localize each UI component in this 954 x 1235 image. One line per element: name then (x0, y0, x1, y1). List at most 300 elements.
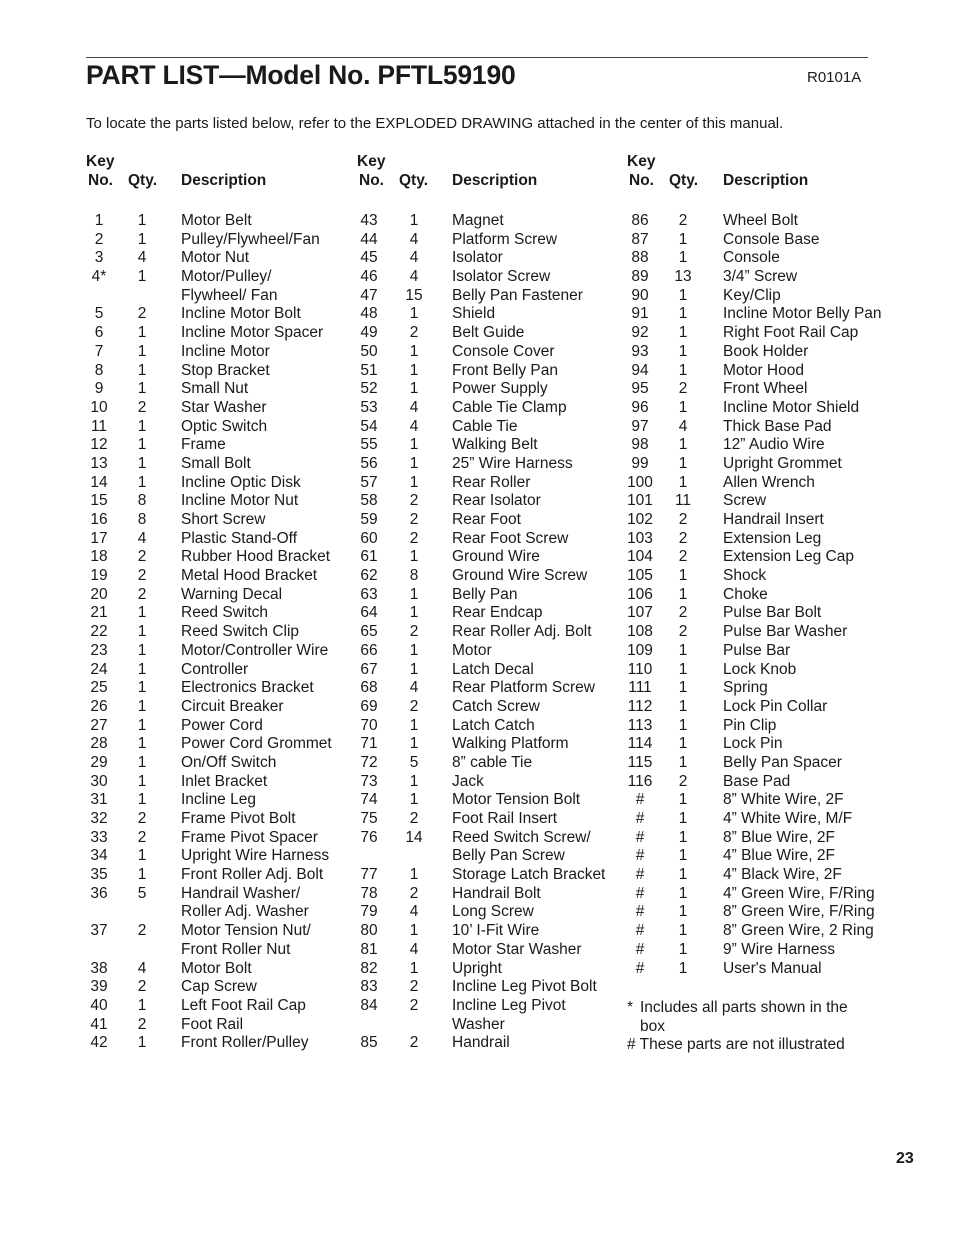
header-qty-label: Qty. (128, 172, 157, 189)
part-quantity: 2 (678, 548, 688, 566)
part-key-number: 100 (627, 473, 653, 491)
header-description-label: Description (452, 172, 538, 189)
footnote-star-text: Includes all parts shown in the box (640, 999, 848, 1035)
part-quantity: 1 (137, 417, 147, 435)
part-description: 12” Audio Wire (723, 436, 825, 454)
part-description: Upright Grommet (723, 454, 842, 472)
part-quantity: 1 (409, 548, 419, 566)
part-quantity: 4 (409, 679, 419, 697)
header-description-label: Description (723, 172, 809, 189)
part-quantity: 1 (678, 679, 688, 697)
part-key-number: 17 (90, 529, 108, 547)
part-description: Book Holder (723, 342, 809, 360)
part-description: Allen Wrench (723, 473, 815, 491)
part-description: Foot Rail Insert (452, 810, 558, 827)
part-description: 10’ I-Fit Wire (452, 922, 540, 940)
part-description: Catch Screw (452, 697, 540, 715)
part-description: Long Screw (452, 903, 534, 921)
part-description: Pin Clip (723, 716, 777, 734)
part-key-number: 41 (90, 1015, 108, 1033)
part-key-number: 112 (627, 697, 653, 715)
part-key-number: 68 (360, 679, 378, 697)
part-description: Walking Belt (452, 436, 538, 454)
part-description: Magnet (452, 212, 504, 229)
part-key-number: 1 (94, 212, 104, 229)
part-quantity: 2 (409, 529, 419, 547)
part-quantity: 1 (678, 940, 688, 958)
header-key-label: Key (86, 153, 115, 170)
part-key-number: 30 (90, 772, 108, 790)
part-key-number: 82 (360, 959, 378, 977)
part-description: Rear Endcap (452, 604, 543, 622)
part-key-number: 22 (90, 623, 108, 641)
part-description: Left Foot Rail Cap (181, 996, 306, 1014)
part-quantity: 1 (137, 324, 147, 342)
part-quantity: 4 (409, 230, 419, 248)
part-key-number: 85 (360, 1034, 378, 1052)
part-key-number: 93 (631, 342, 649, 360)
part-description: Incline Leg Pivot Bolt (452, 978, 597, 996)
part-description: Wheel Bolt (723, 212, 798, 229)
part-quantity: 1 (678, 398, 688, 416)
footnote-star-symbol: * (627, 999, 634, 1016)
part-quantity: 1 (678, 716, 688, 734)
part-description: Warning Decal (181, 585, 283, 603)
part-key-number: 101 (627, 492, 653, 510)
part-description: Shield (452, 305, 496, 323)
part-description: 4” Green Wire, F/Ring (723, 884, 875, 902)
part-description: Motor Hood (723, 361, 804, 379)
part-description: Jack (452, 772, 484, 790)
part-quantity: 2 (409, 511, 419, 528)
part-key-number: 36 (90, 884, 108, 902)
part-description: Reed Switch (181, 604, 269, 622)
part-description: Upright (452, 959, 502, 977)
part-description: Key/Clip (723, 286, 781, 304)
part-quantity: 2 (409, 492, 419, 510)
part-key-number: 109 (627, 641, 653, 659)
part-quantity: 1 (137, 679, 147, 697)
part-description: Belly Pan Spacer (723, 753, 842, 771)
part-description: Front Roller Nut (181, 940, 291, 958)
part-quantity: 4 (137, 249, 147, 267)
part-key-number: 24 (90, 660, 108, 678)
part-quantity: 1 (678, 959, 688, 977)
part-quantity: 1 (678, 567, 688, 585)
part-key-number: # (635, 791, 645, 809)
footnotes (627, 999, 875, 1055)
part-key-number: 29 (90, 753, 108, 771)
part-quantity: 1 (678, 286, 688, 304)
part-description: Rear Roller Adj. Bolt (452, 623, 592, 641)
part-description: Extension Leg (723, 529, 822, 547)
part-key-number: 33 (90, 828, 108, 846)
part-key-number: 84 (360, 996, 378, 1014)
part-description: Electronics Bracket (181, 679, 314, 697)
part-key-number: 92 (631, 324, 649, 342)
part-description: Base Pad (723, 772, 791, 790)
part-quantity: 4 (409, 417, 419, 435)
part-description: Stop Bracket (181, 361, 270, 379)
part-key-number: 67 (360, 660, 378, 678)
part-quantity: 1 (678, 922, 688, 940)
part-description: Latch Catch (452, 716, 535, 734)
part-key-number: 104 (627, 548, 653, 566)
part-key-number: 96 (631, 398, 649, 416)
part-quantity: 1 (137, 753, 147, 771)
part-description: Rear Platform Screw (452, 679, 595, 697)
part-description: Optic Switch (181, 417, 268, 435)
part-description: Frame Pivot Spacer (181, 828, 318, 846)
part-key-number: 3 (94, 249, 104, 267)
part-quantity: 1 (678, 847, 688, 865)
part-description: Motor/Pulley/ (181, 268, 272, 286)
part-key-number: 89 (631, 268, 649, 286)
part-key-number: 114 (627, 735, 653, 753)
part-description: Reed Switch Clip (181, 623, 300, 641)
part-key-number: 7 (94, 342, 104, 360)
part-description: Front Roller Adj. Bolt (181, 866, 324, 884)
part-key-number: 88 (631, 249, 649, 267)
part-key-number: 61 (360, 548, 378, 566)
part-description: Shock (723, 567, 767, 585)
part-description: Console (723, 249, 780, 267)
part-key-number: 12 (90, 436, 108, 454)
part-quantity: 1 (678, 735, 688, 753)
part-key-number: 10 (90, 398, 108, 416)
part-key-number: 4* (91, 268, 107, 286)
part-description: Console Base (723, 230, 820, 248)
part-quantity: 1 (409, 361, 419, 379)
part-key-number: 56 (360, 454, 378, 472)
part-quantity: 2 (409, 996, 419, 1014)
part-description: Isolator Screw (452, 268, 551, 286)
header-key-label: Key (357, 153, 386, 170)
part-key-number: 26 (90, 697, 108, 715)
part-description: Front Roller/Pulley (181, 1034, 309, 1052)
part-description: Platform Screw (452, 230, 558, 248)
part-description: Console Cover (452, 342, 555, 360)
part-description: Circuit Breaker (181, 697, 284, 715)
part-key-number: 70 (360, 716, 378, 734)
part-quantity: 1 (137, 791, 147, 809)
part-key-number: 79 (360, 903, 378, 921)
part-key-number: 97 (631, 417, 649, 435)
part-key-number: 35 (90, 866, 108, 884)
part-key-number: 47 (360, 286, 378, 304)
part-key-number: 113 (627, 716, 653, 734)
part-description: Short Screw (181, 511, 266, 528)
part-key-number: 53 (360, 398, 378, 416)
part-key-number: 6 (94, 324, 104, 342)
part-quantity: 2 (678, 511, 688, 528)
part-quantity: 1 (137, 268, 147, 286)
part-quantity: 1 (678, 361, 688, 379)
part-key-number: 99 (631, 454, 649, 472)
part-key-number: # (635, 866, 645, 884)
part-quantity: 2 (137, 828, 147, 846)
part-key-number: 83 (360, 978, 378, 996)
part-description: Pulley/Flywheel/Fan (181, 230, 320, 248)
part-description: Power Cord Grommet (181, 735, 332, 753)
part-key-number: 75 (360, 810, 378, 827)
part-description: Lock Pin Collar (723, 697, 828, 715)
part-description: Storage Latch Bracket (452, 866, 606, 884)
part-description: Lock Knob (723, 660, 797, 678)
part-key-number: 91 (631, 305, 649, 323)
part-quantity: 1 (137, 454, 147, 472)
part-quantity: 2 (137, 305, 147, 323)
part-key-number: 32 (90, 810, 108, 827)
part-description: Belly Pan Fastener (452, 286, 583, 304)
header-no-label: No. (359, 172, 384, 189)
part-key-number: 63 (360, 585, 378, 603)
header-no-label: No. (88, 172, 113, 189)
part-quantity: 2 (137, 978, 147, 996)
part-quantity: 1 (678, 249, 688, 267)
part-description: Belt Guide (452, 324, 525, 342)
part-key-number: 15 (90, 492, 108, 510)
part-quantity: 2 (678, 772, 688, 790)
part-key-number: 60 (360, 529, 378, 547)
part-quantity: 2 (678, 529, 688, 547)
part-key-number: 2 (94, 230, 104, 248)
part-quantity: 2 (137, 398, 147, 416)
part-quantity: 4 (409, 940, 419, 958)
part-quantity: 1 (137, 660, 147, 678)
part-key-number: 8 (94, 361, 104, 379)
part-description: Cap Screw (181, 978, 257, 996)
part-quantity: 1 (137, 212, 147, 229)
part-key-number: 58 (360, 492, 378, 510)
part-description: Extension Leg Cap (723, 548, 854, 566)
part-description: Motor (452, 641, 492, 659)
part-key-number: 64 (360, 604, 378, 622)
part-quantity: 4 (409, 398, 419, 416)
part-description: Spring (723, 679, 768, 697)
part-description: Handrail (452, 1034, 510, 1052)
part-quantity: 2 (137, 585, 147, 603)
part-quantity: 1 (409, 585, 419, 603)
part-quantity: 2 (137, 922, 147, 940)
part-quantity: 1 (409, 604, 419, 622)
part-key-number: 66 (360, 641, 378, 659)
intro-text: To locate the parts listed below, refer to the EXPLODED DRAWING attached in the center of this manual. (86, 115, 784, 132)
part-key-number: 108 (627, 623, 653, 641)
part-quantity: 1 (678, 305, 688, 323)
part-description: Motor Nut (181, 249, 250, 267)
part-key-number: 116 (627, 772, 653, 790)
part-description: Upright Wire Harness (181, 847, 330, 865)
part-description: 9” Wire Harness (723, 940, 835, 958)
part-quantity: 2 (409, 978, 419, 996)
part-description: Power Cord (181, 716, 263, 734)
part-key-number: 69 (360, 697, 378, 715)
part-key-number: 98 (631, 436, 649, 454)
part-quantity: 1 (137, 697, 147, 715)
part-description: 8” cable Tie (452, 753, 533, 771)
part-key-number: 23 (90, 641, 108, 659)
part-key-number: 72 (360, 753, 378, 771)
part-key-number: 62 (360, 567, 378, 585)
part-description: Handrail Bolt (452, 884, 541, 902)
part-key-number: 87 (631, 230, 649, 248)
part-quantity: 1 (137, 342, 147, 360)
part-description: Power Supply (452, 380, 548, 398)
part-quantity: 1 (678, 903, 688, 921)
part-key-number: 20 (90, 585, 108, 603)
part-quantity: 2 (409, 623, 419, 641)
part-key-number: 37 (90, 922, 108, 940)
part-description: Metal Hood Bracket (181, 567, 318, 585)
part-description: 8” White Wire, 2F (723, 791, 844, 809)
part-description: Handrail Insert (723, 511, 824, 528)
part-quantity: 1 (409, 922, 419, 940)
part-description: Incline Motor Belly Pan (723, 305, 882, 323)
part-description: Isolator (452, 249, 503, 267)
part-description: Right Foot Rail Cap (723, 324, 859, 342)
part-quantity: 1 (409, 959, 419, 977)
part-key-number: 105 (627, 567, 653, 585)
part-key-number: 55 (360, 436, 378, 454)
part-quantity: 8 (137, 492, 147, 510)
part-key-number: # (635, 884, 645, 902)
part-description: Thick Base Pad (723, 417, 832, 435)
part-quantity: 1 (137, 996, 147, 1014)
part-description: Pulse Bar Bolt (723, 604, 822, 622)
part-quantity: 1 (409, 454, 419, 472)
part-quantity: 8 (409, 567, 419, 585)
part-quantity: 2 (409, 884, 419, 902)
part-description: 4” Black Wire, 2F (723, 866, 842, 884)
part-description: Inlet Bracket (181, 772, 268, 790)
part-key-number: # (635, 810, 645, 827)
part-description: Incline Leg (181, 791, 256, 809)
part-key-number: 110 (627, 660, 653, 678)
part-description: Incline Motor Spacer (181, 324, 324, 342)
part-key-number: 28 (90, 735, 108, 753)
page-number: 23 (896, 1150, 914, 1167)
part-key-number: 80 (360, 922, 378, 940)
part-description: Rear Foot Screw (452, 529, 569, 547)
part-quantity: 1 (678, 454, 688, 472)
part-quantity: 5 (409, 753, 419, 771)
part-quantity: 1 (678, 230, 688, 248)
part-key-number: 27 (90, 716, 108, 734)
part-quantity: 1 (678, 324, 688, 342)
part-quantity: 1 (137, 361, 147, 379)
part-key-number: 11 (90, 417, 108, 435)
part-key-number: 5 (94, 305, 104, 323)
part-description: Front Wheel (723, 380, 808, 398)
part-key-number: 71 (360, 735, 378, 753)
part-quantity: 1 (409, 772, 419, 790)
part-quantity: 1 (137, 623, 147, 641)
part-key-number: 54 (360, 417, 378, 435)
part-quantity: 1 (137, 716, 147, 734)
part-key-number: 9 (94, 380, 104, 398)
part-quantity: 1 (678, 342, 688, 360)
part-key-number: 18 (90, 548, 108, 566)
part-quantity: 1 (409, 436, 419, 454)
part-quantity: 1 (678, 660, 688, 678)
part-description: Rear Roller (452, 473, 531, 491)
part-key-number: # (635, 828, 645, 846)
part-description: Choke (723, 585, 768, 603)
part-key-number: 95 (631, 380, 649, 398)
part-description: Small Nut (181, 380, 249, 398)
part-key-number: 102 (627, 511, 653, 528)
part-key-number: 19 (90, 567, 108, 585)
part-description: Pulse Bar Washer (723, 623, 848, 641)
footnote-not-illustrated: # These parts are not illustrated (627, 1036, 845, 1054)
part-description: User's Manual (723, 959, 822, 977)
part-description: Rear Isolator (452, 492, 541, 510)
part-key-number: 73 (360, 772, 378, 790)
part-quantity: 1 (137, 473, 147, 491)
header-description-label: Description (181, 172, 267, 189)
part-description: Incline Motor (181, 342, 270, 360)
part-key-number: 59 (360, 511, 378, 528)
header-no-label: No. (629, 172, 654, 189)
part-quantity: 1 (678, 473, 688, 491)
part-quantity: 2 (409, 697, 419, 715)
part-description: 25” Wire Harness (452, 454, 573, 472)
part-quantity: 2 (137, 1015, 147, 1033)
part-description: Rubber Hood Bracket (181, 548, 331, 566)
part-description: 8” Blue Wire, 2F (723, 828, 835, 846)
part-description: Motor Belt (181, 212, 252, 229)
header-key-label: Key (627, 153, 656, 170)
part-quantity: 1 (409, 380, 419, 398)
part-key-number: 65 (360, 623, 378, 641)
part-key-number: 45 (360, 249, 378, 267)
part-quantity: 13 (674, 268, 692, 286)
part-key-number: 25 (90, 679, 108, 697)
part-quantity: 2 (678, 604, 688, 622)
part-quantity: 4 (137, 529, 147, 547)
part-description: Incline Optic Disk (181, 473, 301, 491)
part-key-number: 49 (360, 324, 378, 342)
part-description: Walking Platform (452, 735, 569, 753)
part-quantity: 2 (678, 623, 688, 641)
part-description: Handrail Washer/ (181, 884, 301, 902)
part-quantity: 1 (409, 342, 419, 360)
part-quantity: 1 (678, 791, 688, 809)
part-quantity: 2 (137, 548, 147, 566)
part-description: Cable Tie (452, 417, 518, 435)
part-key-number: 111 (628, 679, 652, 697)
part-description: Motor Tension Bolt (452, 791, 581, 809)
part-description: Belly Pan Screw (452, 847, 565, 865)
part-quantity: 1 (678, 641, 688, 659)
part-quantity: 2 (409, 810, 419, 827)
part-key-number: 90 (631, 286, 649, 304)
part-key-number: 81 (360, 940, 378, 958)
part-description: Frame Pivot Bolt (181, 810, 296, 827)
part-quantity: 2 (678, 380, 688, 398)
part-description: Controller (181, 660, 249, 678)
part-quantity: 2 (137, 810, 147, 827)
top-rule (86, 57, 868, 58)
part-quantity: 1 (409, 305, 419, 323)
part-quantity: 1 (137, 772, 147, 790)
part-description: Motor Star Washer (452, 940, 582, 958)
part-key-number: # (635, 940, 645, 958)
part-quantity: 1 (137, 641, 147, 659)
part-key-number: # (635, 903, 645, 921)
part-quantity: 1 (678, 753, 688, 771)
